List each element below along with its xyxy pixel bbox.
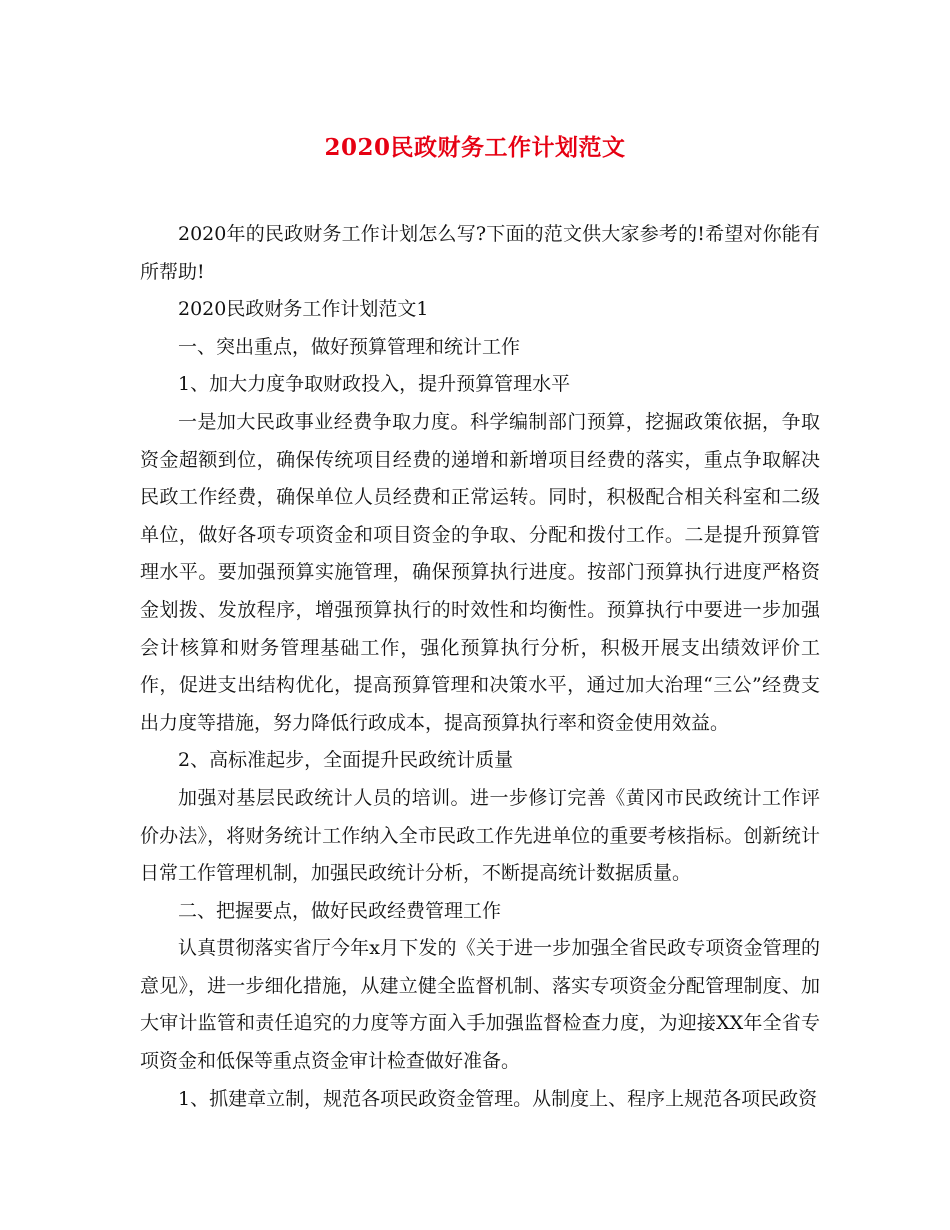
subsection-heading-1-1: 1、加大力度争取财政投入，提升预算管理水平 (178, 373, 571, 396)
document-title: 2020民政财务工作计划范文 (324, 134, 626, 161)
intro-paragraph: 2020年的民政财务工作计划怎么写?下面的范文供大家参考的!希望对你能有所帮助! (140, 223, 820, 283)
body-paragraph: 加强对基层民政统计人员的培训。进一步修订完善《黄冈市民政统计工作评价办法》，将财务统计工作纳入全市民政工作先进单位的重要考核指标。创新统计日常工作管理机制，加强民政统计分析，不断提高统计数据质量。 (140, 786, 820, 885)
body-paragraph: 一是加大民政事业经费争取力度。科学编制部门预算，挖掘政策依据，争取资金超额到位，确保传统项目经费的递增和新增项目经费的落实，重点争取解决民政工作经费，确保单位人员经费和正常运转。同时，积极配合相关科室和二级单位，做好各项专项资金和项目资金的争取、分配和拨付工作。二是提升预算管理水平。要加强预算实施管理，确保预算执行进度。按部门预算执行进度严格资金划拨、发放程序，增强预算执行的时效性和均衡性。预算执行中要进一步加强会计核算和财务管理基础工作，强化预算执行分析，积极开展支出绩效评价工作，促进支出结构优化，提高预算管理和决策水平，通过加大治理“三公”经费支出力度等措施，努力降低行政成本，提高预算执行率和资金使用效益。 (140, 410, 820, 734)
section-heading-2: 二、把握要点，做好民政经费管理工作 (178, 899, 502, 922)
document-body (140, 216, 820, 1118)
subsection-heading-2-1: 1、抓建章立制，规范各项民政资金管理。从制度上、程序上规范各项民政资 (178, 1087, 818, 1110)
body-paragraph: 认真贯彻落实省厅今年x月下发的《关于进一步加强全省民政专项资金管理的意见》，进一步细化措施，从建立健全监督机制、落实专项资金分配管理制度、加大审计监管和责任追究的力度等方面入手加强监督检查力度，为迎接XX年全省专项资金和低保等重点资金审计检查做好准备。 (140, 937, 820, 1073)
sample-heading: 2020民政财务工作计划范文1 (178, 298, 429, 321)
subsection-heading-1-2: 2、高标准起步，全面提升民政统计质量 (178, 749, 514, 772)
section-heading-1: 一、突出重点，做好预算管理和统计工作 (178, 335, 521, 358)
